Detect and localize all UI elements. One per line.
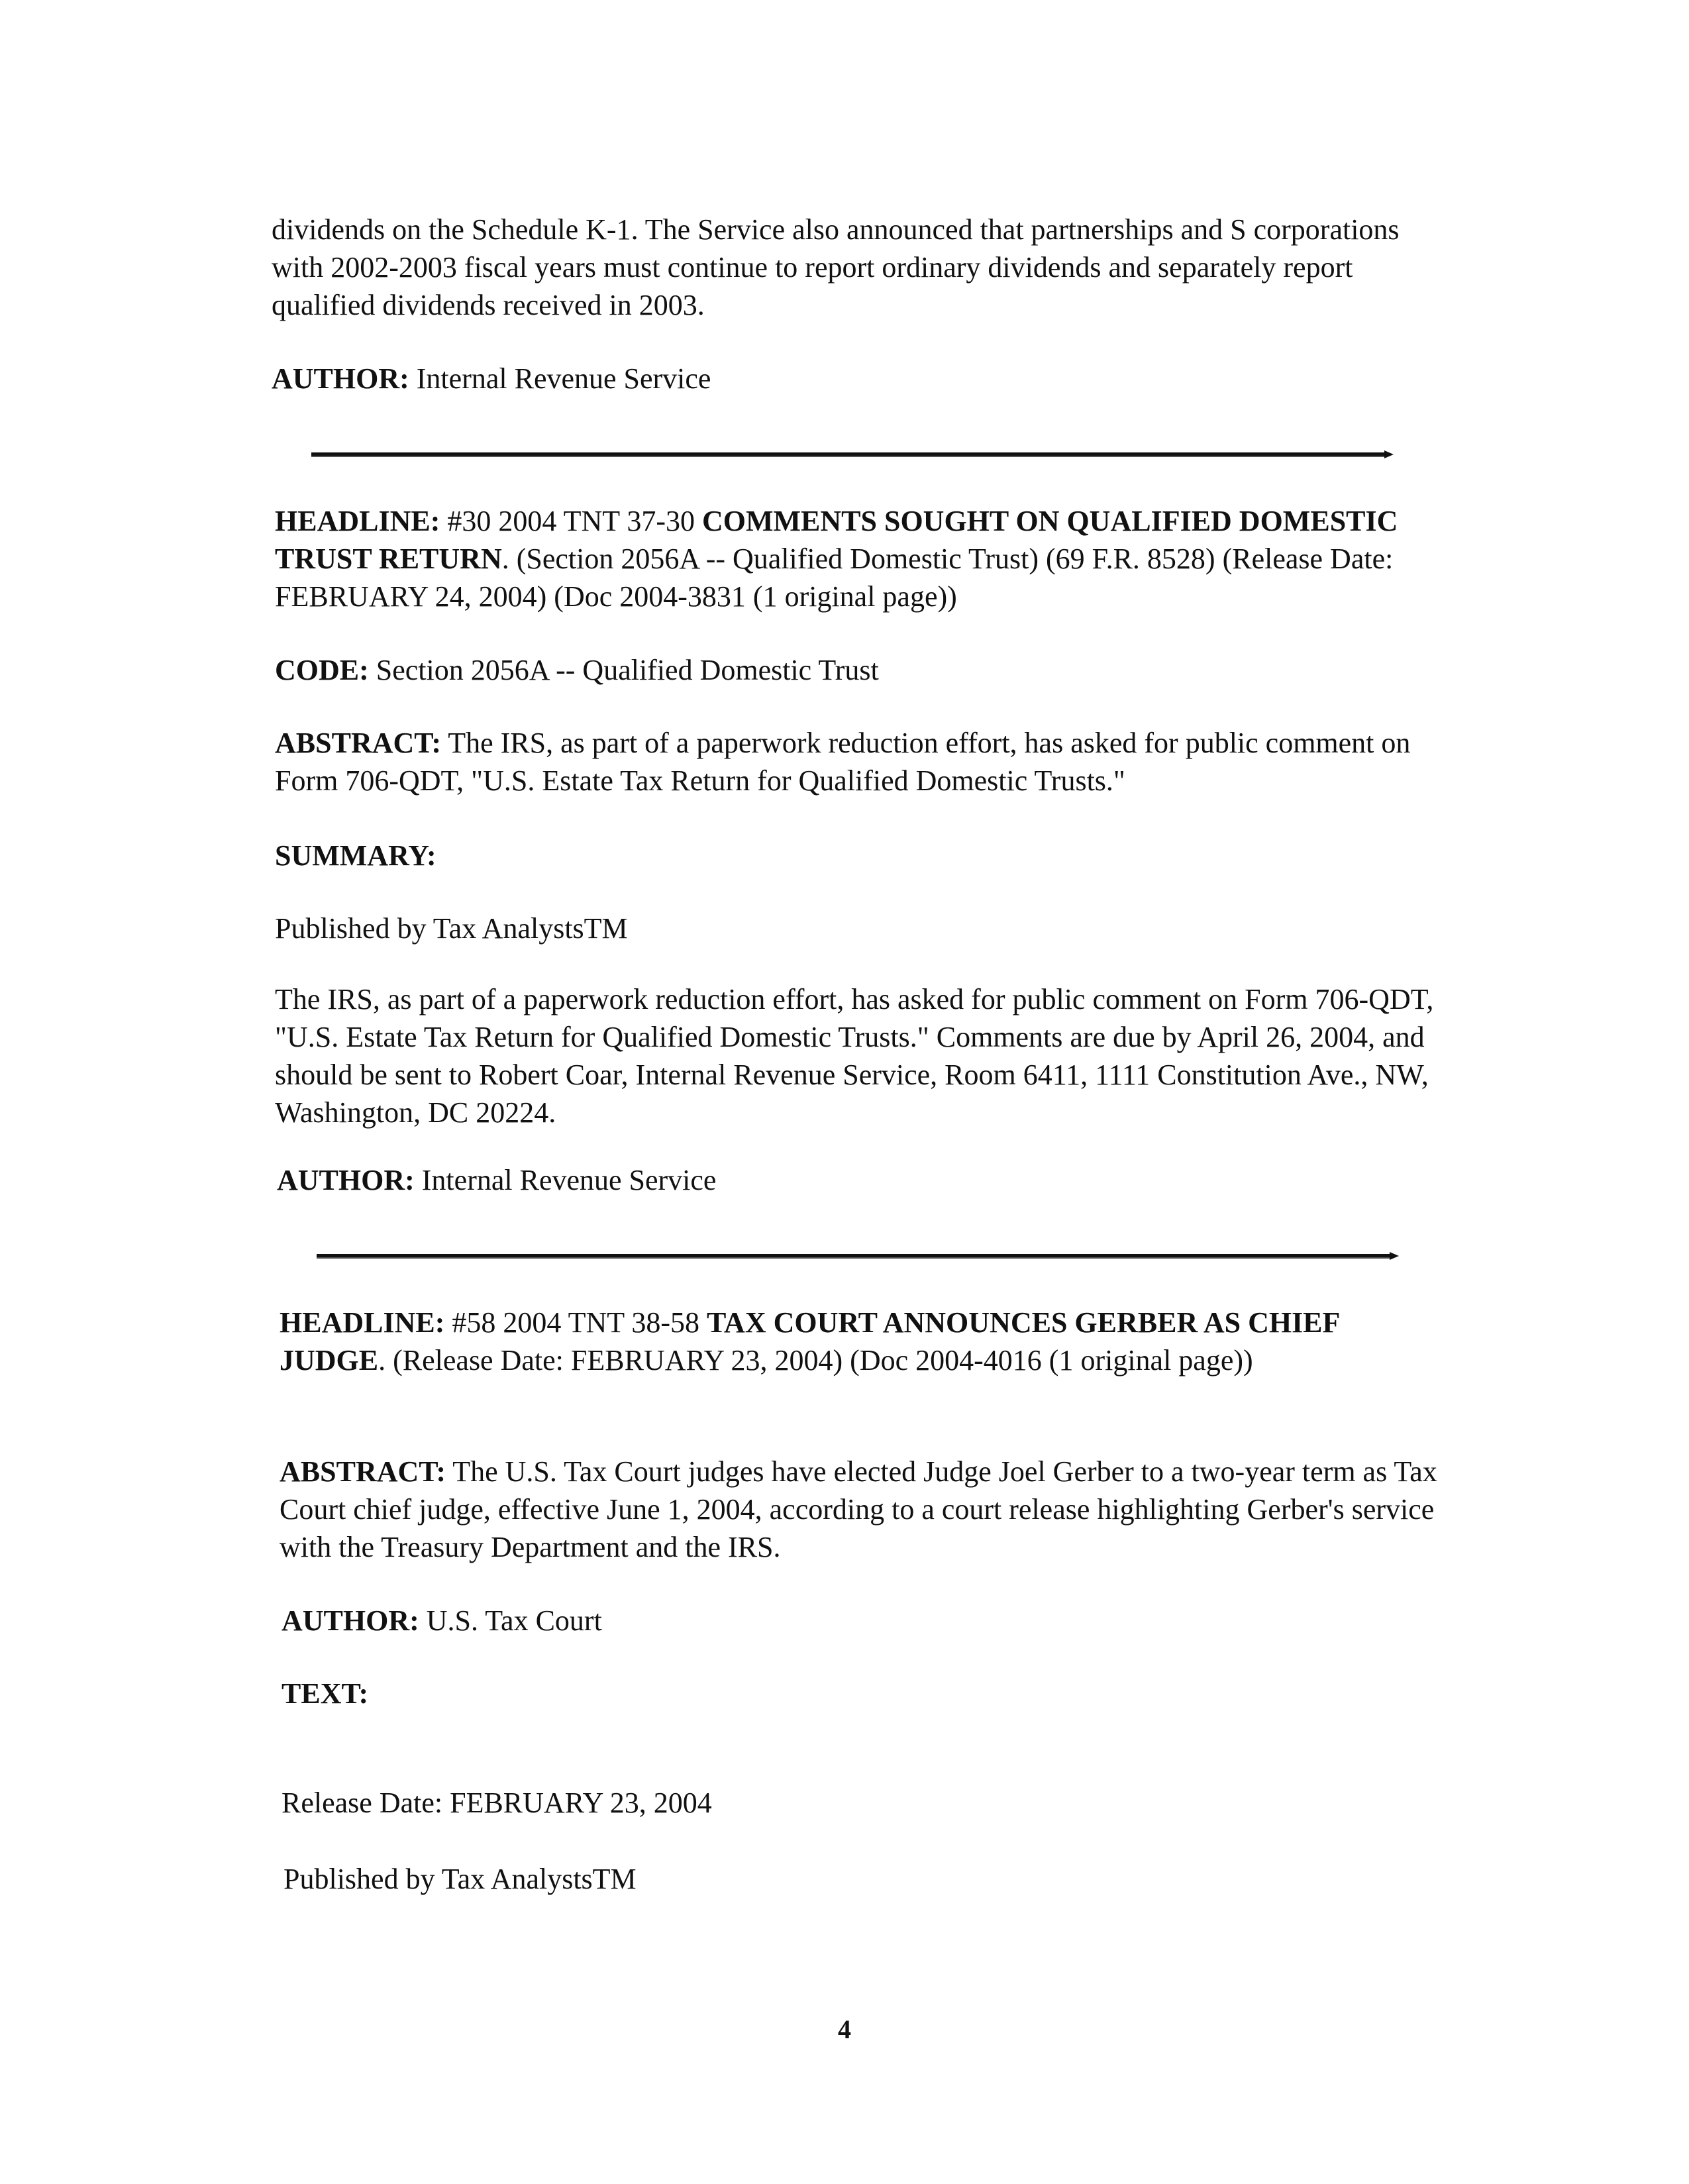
continuation-paragraph: dividends on the Schedule K-1. The Service also announced that partnerships and S corporations with 2002-2003 fiscal years must continue to report ordinary dividends and separately report qualified dividends received in 2003. [272,213,1400,321]
published-by-2: Published by Tax AnalystsTM [283,1863,637,1895]
separator-rule-2 [317,1254,1390,1259]
abstract-1: ABSTRACT: The IRS, as part of a paperwork reduction effort, has asked for public comment on Form 706-QDT, "U.S. Estate Tax Return for Qualified Domestic Trusts." [275,727,1411,797]
author-line-1: AUTHOR: Internal Revenue Service [272,362,711,395]
code-line: CODE: Section 2056A -- Qualified Domestic Trust [275,654,879,686]
text-heading: TEXT: [282,1677,369,1710]
headline-2: HEADLINE: #58 2004 TNT 38-58 TAX COURT ANNOUNCES GERBER AS CHIEF JUDGE. (Release Date: FEBRUARY 23, 2004) (Doc 2004-4016 (1 original page)) [280,1306,1339,1377]
published-by-1: Published by Tax AnalystsTM [275,912,628,945]
release-date-line: Release Date: FEBRUARY 23, 2004 [282,1787,712,1819]
abstract-2: ABSTRACT: The U.S. Tax Court judges have elected Judge Joel Gerber to a two-year term as Tax Court chief judge, effective June 1, 2004, according to a court release highlighting Gerber's service with the Treasury Department and the IRS. [280,1455,1437,1563]
headline-1: HEADLINE: #30 2004 TNT 37-30 COMMENTS SOUGHT ON QUALIFIED DOMESTIC TRUST RETURN. (Section 2056A -- Qualified Domestic Trust) (69 F.R. 8528) (Release Date: FEBRUARY 24, 2004) (Doc 2004-3831 (1 original page)) [275,505,1398,613]
summary-body: The IRS, as part of a paperwork reduction effort, has asked for public comment on Form 706-QDT, "U.S. Estate Tax Return for Qualified Domestic Trusts." Comments are due by April 26, 2004, and should be sent to Robert Coar, Internal Revenue Service, Room 6411, 1111 Constitution Ave., NW, Washington, DC 20224. [275,983,1434,1129]
page-number: 4 [838,2014,851,2044]
summary-heading: SUMMARY: [275,839,436,872]
author-line-3: AUTHOR: U.S. Tax Court [282,1604,602,1637]
author-line-2: AUTHOR: Internal Revenue Service [277,1164,717,1196]
separator-rule-1 [311,452,1384,457]
